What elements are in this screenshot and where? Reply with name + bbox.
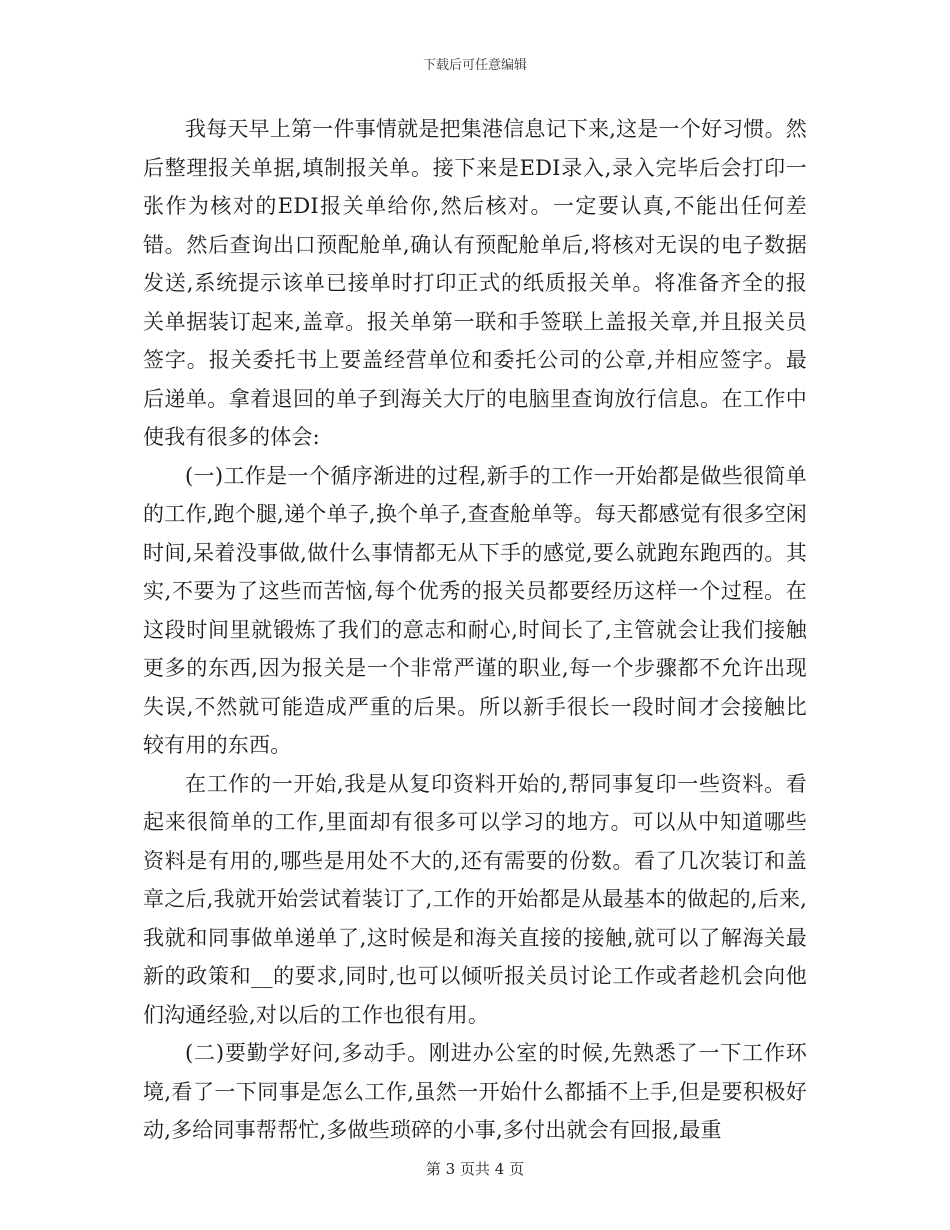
paragraph-2: (一)工作是一个循序渐进的过程,新手的工作一开始都是做些很简单的工作,跑个腿,递个单子,换个单子,查查舱单等。每天都感觉有很多空闲时间,呆着没事做,做什么事情都无从下手的感觉,要么就跑东跑西的。其实,不要为了这些而苦恼,每个优秀的报关员都要经历这样一个过程。在这段时间里就锻炼了我们的意志和耐心,时间长了,主管就会让我们接触更多的东西,因为报关是一个非常严谨的职业,每一个步骤都不允许出现失误,不然就可能造成严重的后果。所以新手很长一段时间才会接触比较有用的东西。: [143, 463, 807, 757]
page-header: 下载后可任意编辑: [422, 58, 527, 73]
paragraph-4: (二)要勤学好问,多动手。刚进办公室的时候,先熟悉了一下工作环境,看了一下同事是怎么工作,虽然一开始什么都插不上手,但是要积极好动,多给同事帮帮忙,多做些琐碎的小事,多付出就会有回报,最重: [143, 1041, 807, 1142]
paragraph-1: 我每天早上第一件事情就是把集港信息记下来,这是一个好习惯。然后整理报关单据,填制报关单。接下来是EDI录入,录入完毕后会打印一张作为核对的EDI报关单给你,然后核对。一定要认真,不能出任何差错。然后查询出口预配舱单,确认有预配舱单后,将核对无误的电子数据发送,系统提示该单已接单时打印正式的纸质报关单。将准备齐全的报关单据装订起来,盖章。报关单第一联和手签联上盖报关章,并且报关员签字。报关委托书上要盖经营单位和委托公司的公章,并相应签字。最后递单。拿着退回的单子到海关大厅的电脑里查询放行信息。在工作中使我有很多的体会:: [143, 117, 807, 449]
document-body: [143, 110, 807, 1150]
paragraph-3: 在工作的一开始,我是从复印资料开始的,帮同事复印一些资料。看起来很简单的工作,里面却有很多可以学习的地方。可以从中知道哪些资料是有用的,哪些是用处不大的,还有需要的份数。看了几次装订和盖章之后,我就开始尝试着装订了,工作的开始都是从最基本的做起的,后来,我就和同事做单递单了,这时候是和海关直接的接触,就可以了解海关最新的政策和__的要求,同时,也可以倾听报关员讨论工作或者趁机会向他们沟通经验,对以后的工作也很有用。: [143, 771, 807, 1027]
page-footer: 第 3 页共 4 页: [425, 1160, 525, 1178]
